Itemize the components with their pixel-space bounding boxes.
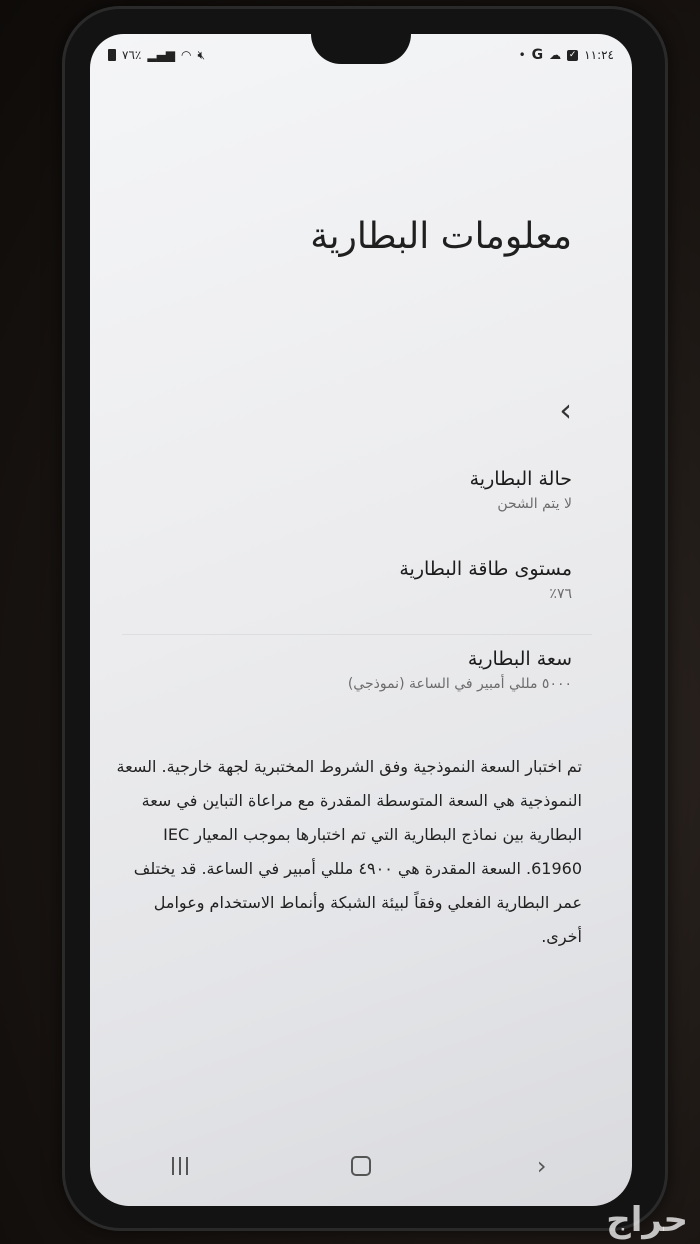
recents-button[interactable] [150,1146,210,1186]
item-value: ٧٦٪ [549,586,572,602]
item-label: سعة البطارية [467,648,572,670]
status-left [108,49,205,61]
google-icon: G [531,47,544,63]
wifi-icon: ◠ [181,48,192,62]
item-value: ٥٠٠٠ مللي أمبير في الساعة (نموذجي) [347,676,572,692]
capacity-description: تم اختبار السعة النموذجية وفق الشروط المختبرية لجهة خارجية. السعة النموذجية هي السعة المتوسطة المقدرة مع مراعاة التباين في سعة البطارية بين نماذج البطارية التي تم اختبارها بموجب المعيار IEC 61960. السعة المقدرة هي ٤٩٠٠ مللي أمبير في الساعة. قد يختلف عمر البطارية الفعلي وفقاً لبيئة الشبكة وأنماط الاستخدام وعوامل أخرى. [116,757,582,946]
home-icon [351,1156,371,1176]
checkbox-icon: ✓ [568,49,577,60]
recents-icon [172,1157,188,1175]
item-label: حالة البطارية [469,468,572,490]
status-right [519,48,614,62]
cloud-icon: ☁ [549,48,562,62]
back-icon: › [536,1152,547,1180]
status-bar [108,44,614,66]
clock: ١١:٢٤ [584,48,614,62]
item-label: مستوى طاقة البطارية [399,558,572,580]
item-value: لا يتم الشحن [497,496,572,512]
battery-icon [108,49,116,61]
dot-icon: • [518,48,526,62]
mute-icon: 🔇︎ [197,48,206,62]
list-item-battery-capacity[interactable] [102,648,572,692]
chevron-right-icon[interactable]: › [559,391,572,429]
phone-screen [90,34,632,1206]
divider [122,634,592,635]
home-button[interactable] [331,1146,391,1186]
list-item-battery-status[interactable] [102,468,572,512]
back-button[interactable] [512,1146,572,1186]
list-item-battery-level[interactable] [102,558,572,602]
watermark-logo: حراج [606,1200,688,1240]
page-title: معلومات البطارية [310,216,572,257]
navigation-bar [90,1146,632,1186]
signal-icon: ▂▄▆ [147,48,176,62]
battery-percent: ٧٦٪ [122,48,142,62]
